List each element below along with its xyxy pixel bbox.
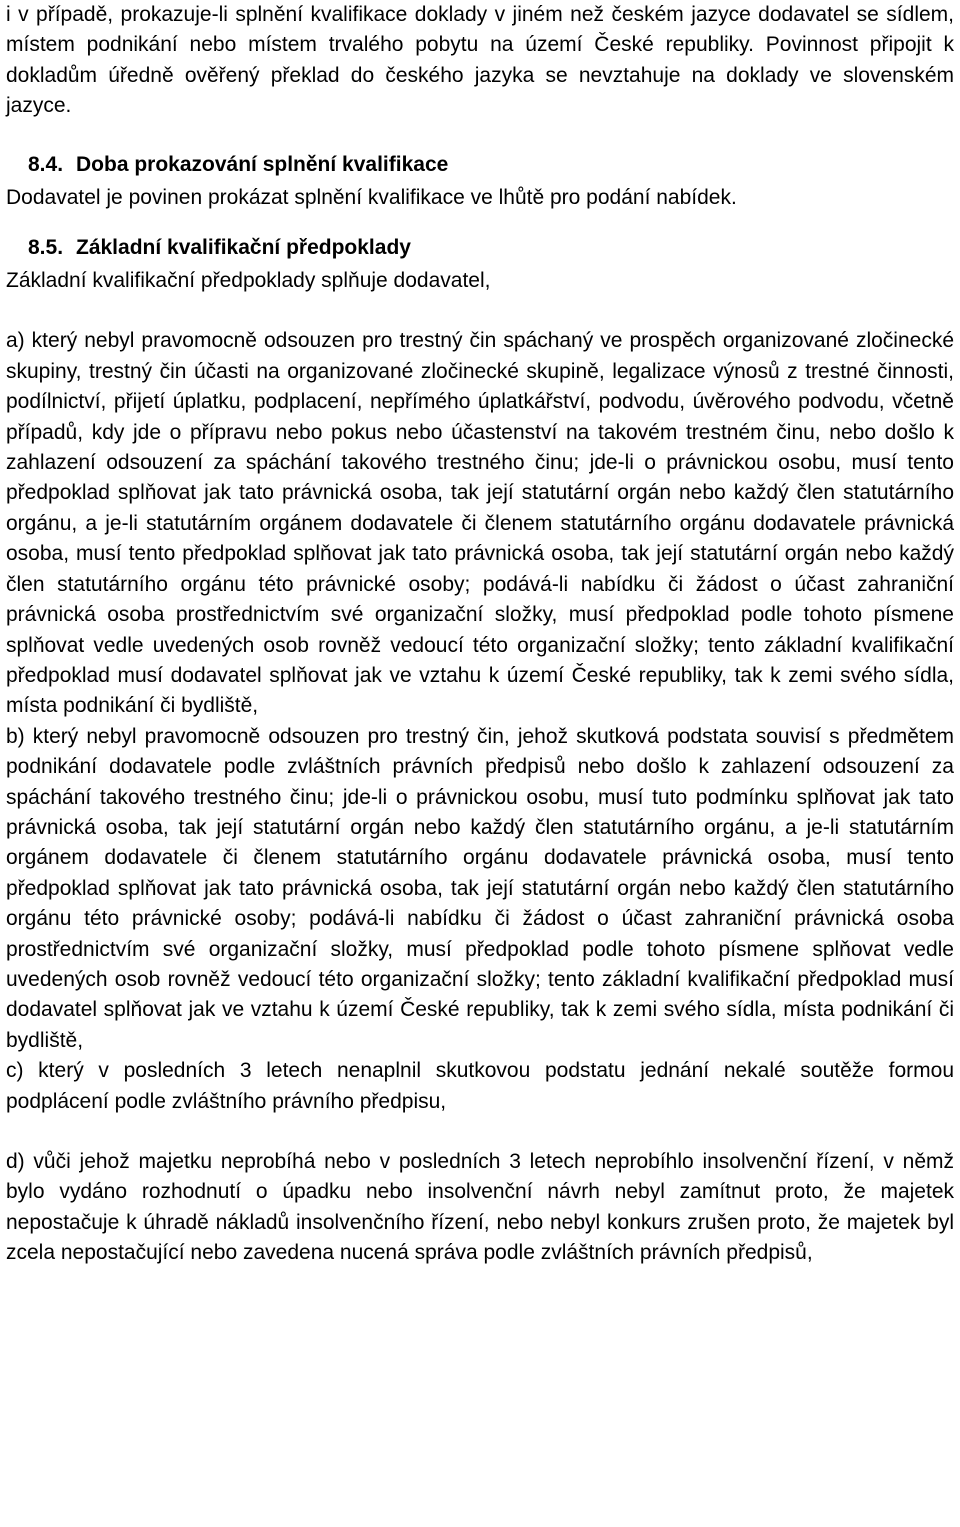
spacer: [6, 122, 954, 150]
spacer: [6, 213, 954, 233]
section-8-4-body: Dodavatel je povinen prokázat splnění kvalifikace ve lhůtě pro podání nabídek.: [6, 185, 737, 209]
list-item-d: d) vůči jehož majetku neprobíhá nebo v posledních 3 letech neprobíhlo insolvenční řízení, v němž bylo vydáno rozhodnutí o úpadku nebo insolvenční návrh nebyl zamítnut proto, že majetek nepostačuje k úhradě nákladů insolvenčního řízení, nebo nebyl konkurs zrušen proto, že majetek byl zcela nepostačující nebo zavedena nucená správa podle zvláštních právních předpisů,: [6, 1150, 954, 1265]
section-heading-8-4: [6, 150, 954, 180]
spacer: [6, 1117, 954, 1147]
intro-paragraph: i v případě, prokazuje-li splnění kvalifikace doklady v jiném než českém jazyce dodavatel se sídlem, místem podnikání nebo místem trvalého pobytu na území České republiky. Povinnost připojit k dokladům úředně ověřený překlad do českého jazyka se nevztahuje na doklady ve slovenském jazyce.: [6, 3, 954, 118]
section-number: 8.5.: [28, 236, 64, 260]
list-item-a: a) který nebyl pravomocně odsouzen pro trestný čin spáchaný ve prospěch organizované zločinecké skupiny, trestný čin účasti na organizované zločinecké skupině, legalizace výnosů z trestné činnosti, podílnictví, přijetí úplatku, podplacení, nepřímého úplatkářství, podvodu, úvěrového podvodu, včetně případů, kdy jde o přípravu nebo pokus nebo účastenství na takovém trestném činu, nebo došlo k zahlazení odsouzení za spáchání takového trestného činu; jde-li o právnickou osobu, musí tento předpoklad splňovat jak tato právnická osoba, tak její statutární orgán nebo každý člen statutárního orgánu, a je-li statutárním orgánem dodavatele či členem statutárního orgánu dodavatele právnická osoba, musí tento předpoklad splňovat jak tato právnická osoba, tak její statutární orgán nebo každý člen statutárního orgánu této právnické osoby; podává-li nabídku či žádost o účast zahraniční právnická osoba prostřednictvím své organizační složky, musí předpoklad podle tohoto písmene splňovat vedle uvedených osob rovněž vedoucí této organizační složky; tento základní kvalifikační předpoklad musí dodavatel splňovat jak ve vztahu k území České republiky, tak k zemi svého sídla, místa podnikání či bydliště,: [6, 329, 954, 718]
list-item-c: c) který v posledních 3 letech nenaplnil skutkovou podstatu jednání nekalé soutěže formou podplácení podle zvláštního právního předpisu,: [6, 1059, 954, 1113]
section-heading-8-5: [6, 233, 954, 263]
section-number: 8.4.: [28, 152, 64, 176]
section-8-5-lead: Základní kvalifikační předpoklady splňuje dodavatel,: [6, 269, 491, 293]
section-title: Základní kvalifikační předpoklady: [76, 236, 411, 260]
spacer: [6, 296, 954, 326]
section-title: Doba prokazování splnění kvalifikace: [76, 152, 449, 176]
list-item-b: b) který nebyl pravomocně odsouzen pro trestný čin, jehož skutková podstata souvisí s předmětem podnikání dodavatele podle zvláštních právních předpisů nebo došlo k zahlazení odsouzení za spáchání takového trestného činu; jde-li o právnickou osobu, musí tuto podmínku splňovat jak tato právnická osoba, tak její statutární orgán nebo každý člen statutárního orgánu, a je-li statutárním orgánem dodavatele či členem statutárního orgánu dodavatele právnická osoba, musí tento předpoklad splňovat jak tato právnická osoba, tak její statutární orgán nebo každý člen statutárního orgánu této právnické osoby; podává-li nabídku či žádost o účast zahraniční právnická osoba prostřednictvím své organizační složky, musí předpoklad podle tohoto písmene splňovat vedle uvedených osob rovněž vedoucí této organizační složky; tento základní kvalifikační předpoklad musí dodavatel splňovat jak ve vztahu k území České republiky, tak k zemi svého sídla, místa podnikání či bydliště,: [6, 724, 954, 1052]
